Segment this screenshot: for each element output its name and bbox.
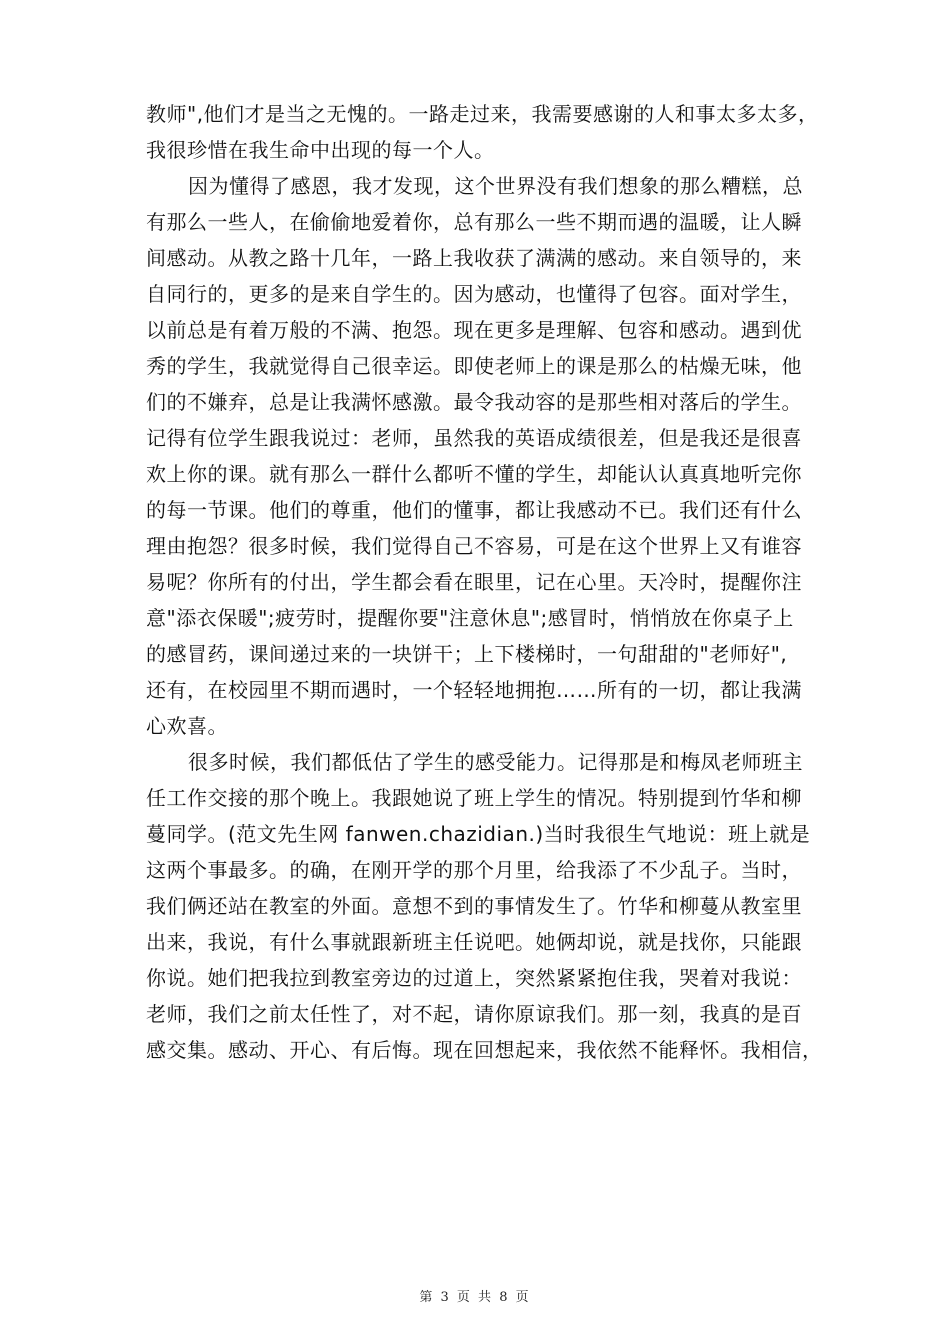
text-line: 你说。她们把我拉到教室旁边的过道上，突然紧紧抱住我，哭着对我说： bbox=[146, 966, 802, 990]
text-line: 蔓同学。(范文先生网 fanwen.chazidian.)当时我很生气地说：班上就是 bbox=[146, 822, 811, 846]
text-line: 欢上你的课。就有那么一群什么都听不懂的学生，却能认认真真地听完你 bbox=[146, 462, 802, 486]
text-line: 教师",他们才是当之无愧的。一路走过来，我需要感谢的人和事太多太多， bbox=[146, 102, 819, 126]
text-line: 自同行的，更多的是来自学生的。因为感动，也懂得了包容。面对学生， bbox=[146, 282, 802, 306]
text-line: 这两个事最多。的确，在刚开学的那个月里，给我添了不少乱子。当时， bbox=[146, 858, 802, 882]
text-line: 易呢？你所有的付出，学生都会看在眼里，记在心里。天冷时，提醒你注 bbox=[146, 570, 802, 594]
page-number-footer: 第 3 页 共 8 页 bbox=[419, 1290, 531, 1305]
paragraph-start-line: 很多时候，我们都低估了学生的感受能力。记得那是和梅凤老师班主 bbox=[188, 750, 803, 774]
text-line: 任工作交接的那个晚上。我跟她说了班上学生的情况。特别提到竹华和柳 bbox=[146, 786, 802, 810]
text-line: 有那么一些人，在偷偷地爱着你，总有那么一些不期而遇的温暖，让人瞬 bbox=[146, 210, 802, 234]
text-line: 还有，在校园里不期而遇时，一个轻轻地拥抱……所有的一切，都让我满 bbox=[146, 678, 802, 702]
text-line: 秀的学生，我就觉得自己很幸运。即使老师上的课是那么的枯燥无味，他 bbox=[146, 354, 802, 378]
text-line: 意"添衣保暖";疲劳时，提醒你要"注意休息";感冒时，悄悄放在你桌子上 bbox=[146, 606, 794, 630]
text-line: 记得有位学生跟我说过：老师，虽然我的英语成绩很差，但是我还是很喜 bbox=[146, 426, 802, 450]
text-line: 心欢喜。 bbox=[146, 714, 228, 738]
text-line: 理由抱怨？很多时候，我们觉得自己不容易，可是在这个世界上又有谁容 bbox=[146, 534, 802, 558]
text-line: 我们俩还站在教室的外面。意想不到的事情发生了。竹华和柳蔓从教室里 bbox=[146, 894, 802, 918]
text-line: 的每一节课。他们的尊重，他们的懂事，都让我感动不已。我们还有什么 bbox=[146, 498, 802, 522]
paragraph-start-line: 因为懂得了感恩，我才发现，这个世界没有我们想象的那么糟糕，总 bbox=[188, 174, 803, 198]
body-text bbox=[146, 96, 823, 1068]
text-line: 以前总是有着万般的不满、抱怨。现在更多是理解、包容和感动。遇到优 bbox=[146, 318, 802, 342]
text-line: 我很珍惜在我生命中出现的每一个人。 bbox=[146, 138, 495, 162]
text-line: 感交集。感动、开心、有后悔。现在回想起来，我依然不能释怀。我相信， bbox=[146, 1038, 823, 1062]
text-line: 间感动。从教之路十几年，一路上我收获了满满的感动。来自领导的，来 bbox=[146, 246, 802, 270]
text-line: 们的不嫌弃，总是让我满怀感激。最令我动容的是那些相对落后的学生。 bbox=[146, 390, 802, 414]
text-line: 老师，我们之前太任性了，对不起，请你原谅我们。那一刻，我真的是百 bbox=[146, 1002, 802, 1026]
text-line: 的感冒药，课间递过来的一块饼干；上下楼梯时，一句甜甜的"老师好", bbox=[146, 642, 788, 666]
text-line: 出来，我说，有什么事就跟新班主任说吧。她俩却说，就是找你，只能跟 bbox=[146, 930, 802, 954]
